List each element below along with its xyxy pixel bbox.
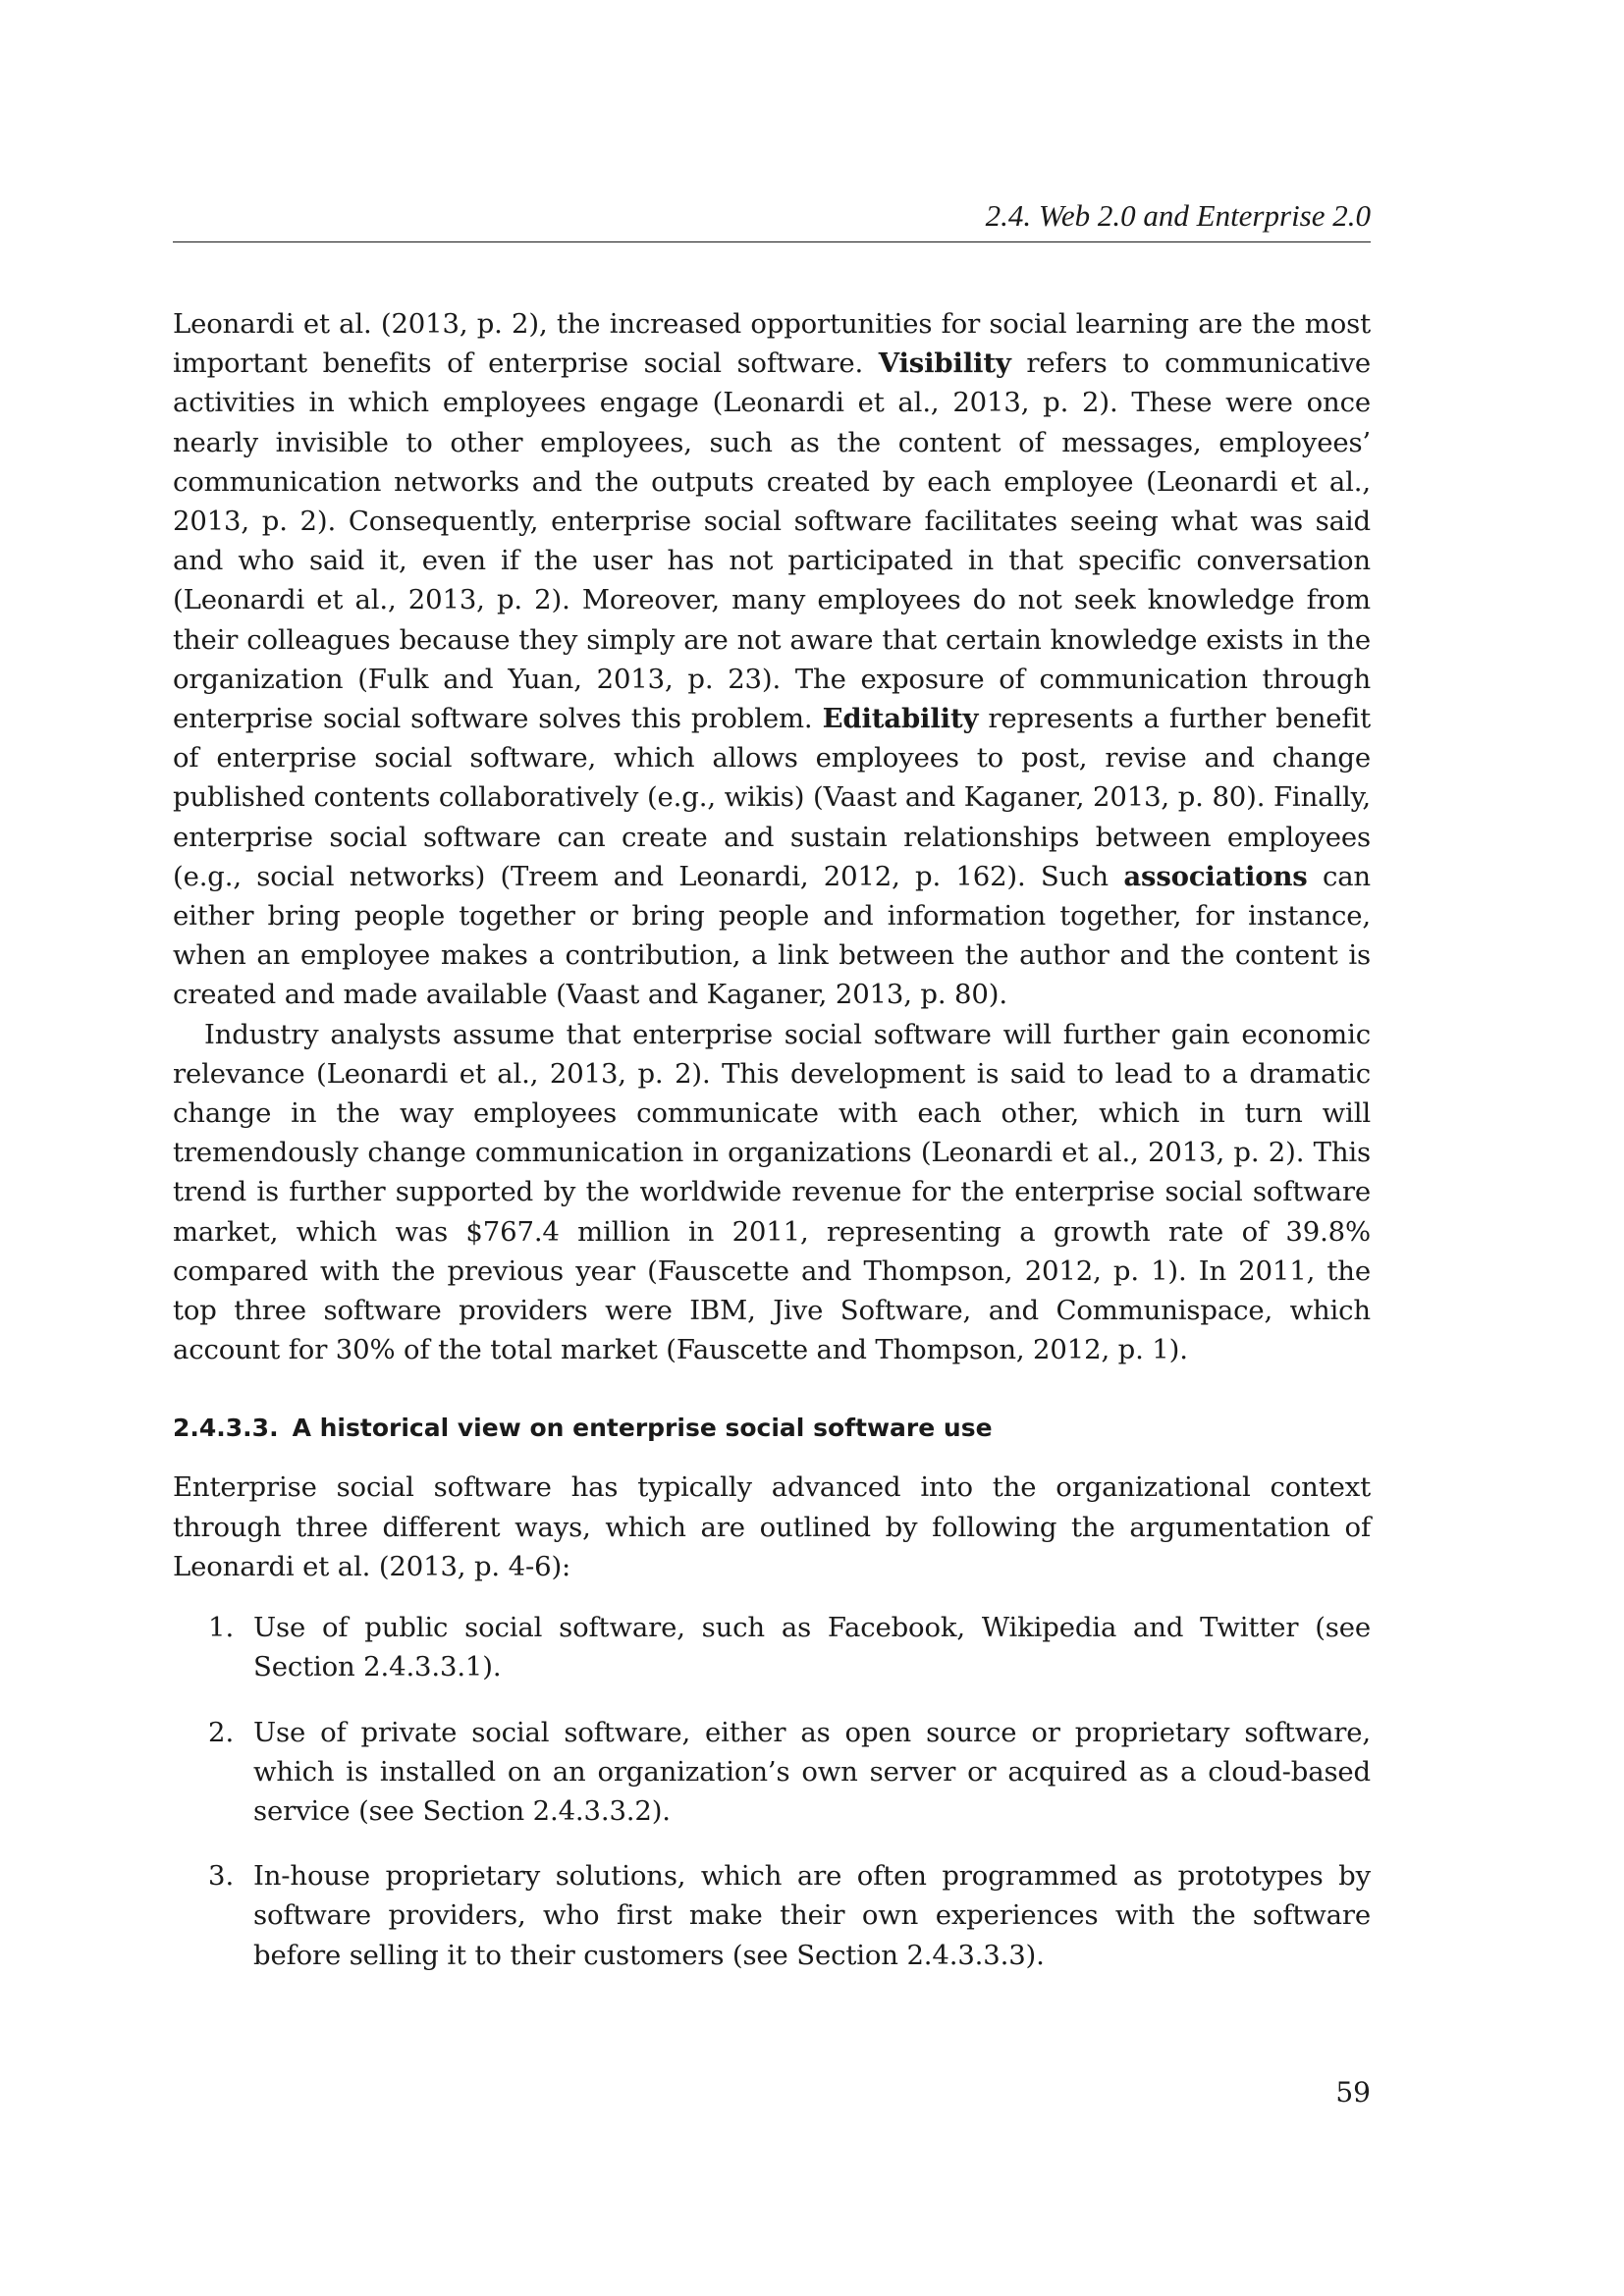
list-item — [173, 1713, 1371, 1832]
paragraph-text: Leonardi et al. (2013, p. 2), the increased opportunities for social learning are the most important benefits of enterprise social software. — [173, 308, 1371, 380]
running-header: 2.4. Web 2.0 and Enterprise 2.0 — [985, 198, 1371, 233]
header-rule — [173, 241, 1371, 242]
paragraph-intro-list: Enterprise social software has typically advanced into the organizational context through three different ways, which are outlined by following the argumentation of Leonardi et al. (2013, p. 4-6): — [173, 1471, 1371, 1582]
section-number: 2.4.3.3. — [173, 1414, 279, 1443]
term-editability: Editability — [822, 703, 979, 735]
term-visibility: Visibility — [878, 347, 1011, 380]
section-title: A historical view on enterprise social software use — [292, 1414, 993, 1443]
paragraph-benefits — [173, 304, 1371, 1015]
paragraph-industry-analysts: Industry analysts assume that enterprise social software will further gain economic relevance (Leonardi et al., 2013, p. 2). This development is said to lead to a dramatic change in the way employees communicate with each other, which in turn will tremendously change communication in organizations (Leonardi et al., 2013, p. 2). This trend is further supported by the worldwide revenue for the enterprise social software market, which was $767.4 million in 2011, representing a growth rate of 39.8% compared with the previous year (Fauscette and Thompson, 2012, p. 1). In 2011, the top three software providers were IBM, Jive Software, and Communispace, which account for 30% of the total market (Fauscette and Thompson, 2012, p. 1). — [173, 1018, 1371, 1366]
list-marker: 2. — [208, 1716, 235, 1748]
list-marker: 3. — [208, 1860, 235, 1893]
list-item-text: Use of public social software, such as Facebook, Wikipedia and Twitter (see Section 2.4.3.3.1). — [253, 1612, 1371, 1683]
page — [173, 0, 1371, 2296]
list-item — [173, 1856, 1371, 1975]
list-item — [173, 1608, 1371, 1686]
numbered-list — [173, 1608, 1371, 1975]
list-item-text: In-house proprietary solutions, which are often programmed as prototypes by software providers, who first make their own experiences with the software before selling it to their customers (see Section 2.4.3.3.3). — [253, 1860, 1371, 1971]
section-heading — [173, 1411, 1371, 1446]
paragraph-text: represents a further benefit of enterprise social software, which allows employees to post, revise and change published contents collaboratively (e.g., wikis) (Vaast and Kaganer, 2013, p. 80). Finally, enterprise social software can create and sustain relationships between employees (e.g., social networks) (Treem and Leonardi, 2012, p. 162). Such — [173, 703, 1371, 892]
page-number: 59 — [1335, 2076, 1371, 2109]
list-marker: 1. — [208, 1612, 235, 1644]
term-associations: associations — [1123, 860, 1308, 892]
paragraph-text: refers to communicative activities in which employees engage (Leonardi et al., 2013, p. 2). These were once nearly invisible to other employees, such as the content of messages, employees’ communication networks and the outputs created by each employee (Leonardi et al., 2013, p. 2). Consequently, enterprise social software facilitates seeing what was said and who said it, even if the user has not participated in that specific conversation (Leonardi et al., 2013, p. 2). Moreover, many employees do not seek knowledge from their colleagues because they simply are not aware that certain knowledge exists in the organization (Fulk and Yuan, 2013, p. 23). The exposure of communication through enterprise social software solves this problem. — [173, 347, 1371, 735]
body-text — [173, 304, 1371, 2001]
list-item-text: Use of private social software, either as open source or proprietary software, which is installed on an organization’s own server or acquired as a cloud-based service (see Section 2.4.3.3.2). — [253, 1716, 1371, 1827]
paragraph-text: can either bring people together or bring people and information together, for instance, when an employee makes a contribution, a link between the author and the content is created and made available (Vaast and Kaganer, 2013, p. 80). — [173, 860, 1371, 1011]
